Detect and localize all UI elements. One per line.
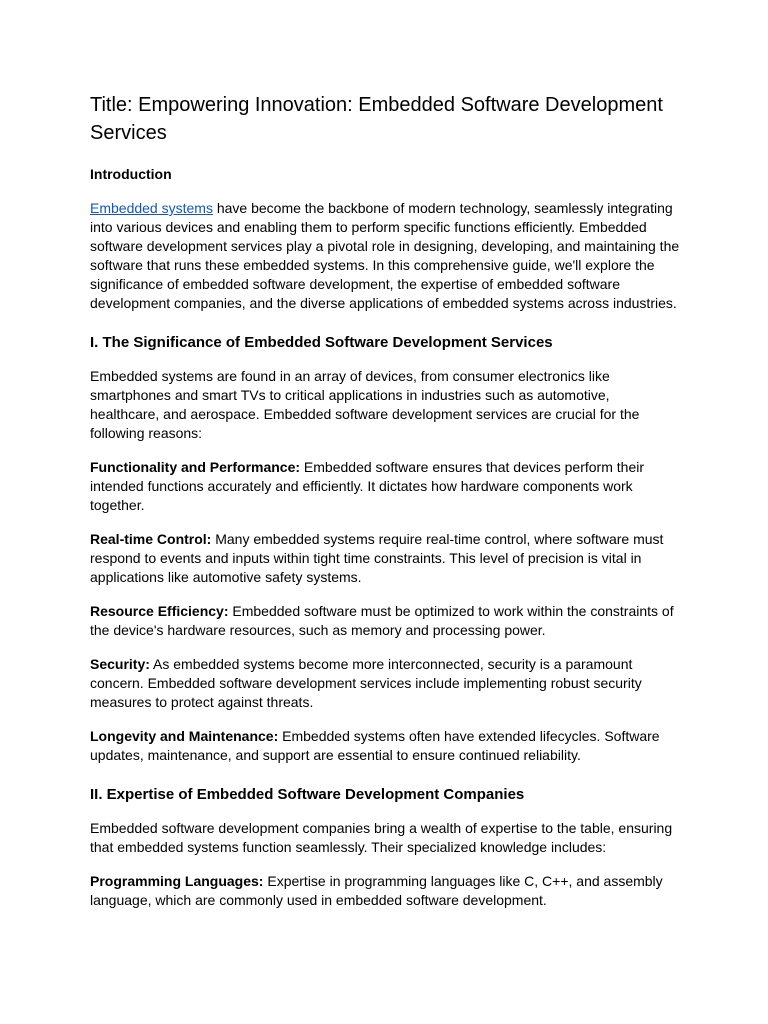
item-text: Embedded software ensures that devices perform their intended functions accurately and efficiently. It dictates how hardware components work together. xyxy=(90,459,644,513)
section2-item-programming xyxy=(90,872,680,910)
item-text: As embedded systems become more interconnected, security is a paramount concern. Embedded software development services include implementing robust security measures to protect against threats. xyxy=(90,656,642,710)
section2-intro: Embedded software development companies bring a wealth of expertise to the table, ensuring that embedded systems function seamlessly. Their specialized knowledge includes: xyxy=(90,820,673,855)
section1-item-functionality xyxy=(90,458,680,515)
item-term: Security: xyxy=(90,656,150,672)
section1-item-realtime xyxy=(90,530,680,587)
item-term: Real-time Control: xyxy=(90,531,212,547)
section1-heading: I. The Significance of Embedded Software Development Services xyxy=(90,334,553,351)
section1-item-longevity xyxy=(90,727,680,765)
item-text: Expertise in programming languages like C, C++, and assembly language, which are commonly used in embedded software development. xyxy=(90,873,663,908)
intro-paragraph-text: have become the backbone of modern technology, seamlessly integrating into various devices and enabling them to perform specific functions efficiently. Embedded software development services play a pivotal role in designing, developing, and maintaining the software that runs these embedded systems. In this comprehensive guide, we'll explore the significance of embedded software development, the expertise of embedded software development companies, and the diverse applications of embedded systems across industries. xyxy=(90,200,680,311)
document-page xyxy=(90,91,680,925)
intro-paragraph xyxy=(90,199,680,313)
section1-item-resource xyxy=(90,602,680,640)
document-title: Title: Empowering Innovation: Embedded Software Development Services xyxy=(90,94,663,144)
section1-intro: Embedded systems are found in an array of devices, from consumer electronics like smartphones and smart TVs to critical applications in industries such as automotive, healthcare, and aerospace. Embedded software development services are crucial for the following reasons: xyxy=(90,368,640,441)
section1-item-security xyxy=(90,655,680,712)
embedded-systems-link[interactable]: Embedded systems xyxy=(90,200,213,216)
item-term: Programming Languages: xyxy=(90,873,264,889)
item-text: Many embedded systems require real-time control, where software must respond to events and inputs within tight time constraints. This level of precision is vital in applications like automotive safety systems. xyxy=(90,531,664,585)
item-text: Embedded software must be optimized to work within the constraints of the device's hardware resources, such as memory and processing power. xyxy=(90,603,674,638)
item-term: Resource Efficiency: xyxy=(90,603,229,619)
intro-heading: Introduction xyxy=(90,166,172,182)
item-text: Embedded systems often have extended lifecycles. Software updates, maintenance, and support are essential to ensure continued reliability. xyxy=(90,728,660,763)
item-term: Functionality and Performance: xyxy=(90,459,301,475)
section2-heading: II. Expertise of Embedded Software Development Companies xyxy=(90,786,525,803)
item-term: Longevity and Maintenance: xyxy=(90,728,279,744)
